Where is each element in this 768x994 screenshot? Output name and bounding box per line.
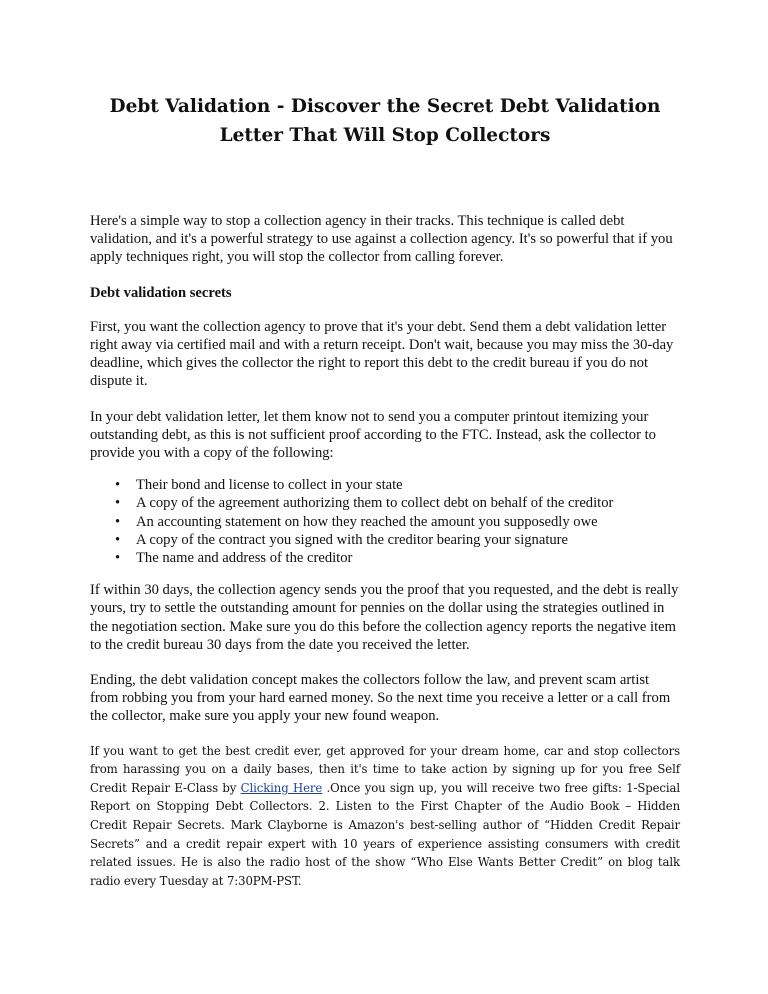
- list-item-text: An accounting statement on how they reached the amount you supposedly owe: [136, 513, 598, 530]
- clicking-here-link[interactable]: Clicking Here: [240, 780, 323, 795]
- list-item-text: A copy of the agreement authorizing them to collect debt on behalf of the creditor: [136, 495, 614, 512]
- promo-paragraph: [90, 742, 680, 891]
- list-item: [115, 531, 680, 549]
- section-heading: Debt validation secrets: [90, 284, 232, 301]
- requirements-list: [90, 476, 680, 567]
- list-item: [115, 494, 680, 512]
- promo-text-end: .Once you sign up, you will receive two free gifts: 1-Special Report on Stopping Debt Collectors. 2. Listen to the First Chapter of the Audio Book – Hidden Credit Repair Secrets. Mark Clayborne is Amazon's best-selling author of “Hidden Credit Repair Secrets” and a credit repair expert with 10 years of experience assisting consumers with credit related issues. He is also the radio host of the show “Who Else Wants Better Credit” on blog talk radio every Tuesday at 7:30PM-PST.: [90, 780, 681, 888]
- title-line-1: Debt Validation - Discover the Secret Debt Validation: [109, 96, 661, 117]
- bullet-icon: •: [115, 513, 121, 530]
- list-item: [115, 476, 680, 494]
- bullet-icon: •: [115, 550, 121, 567]
- intro-paragraph: Here's a simple way to stop a collection agency in their tracks. This technique is called debt validation, and it's a powerful strategy to use against a collection agency. It's so powerful that if you apply techniques right, you will stop the collector from calling forever.: [90, 213, 673, 266]
- document-title: [90, 92, 680, 150]
- list-item-text: A copy of the contract you signed with the creditor bearing your signature: [136, 531, 569, 548]
- bullet-icon: •: [115, 531, 121, 548]
- list-item-text: The name and address of the creditor: [136, 550, 353, 567]
- bullet-icon: •: [115, 495, 121, 512]
- list-item-text: Their bond and license to collect in your state: [136, 477, 403, 494]
- promo-text-start: If you want to get the best credit ever, get approved for your dream home, car and stop collectors from harassing you on a daily bases, then it's time to take action by signing up for you free Self Credit Repair E-Class by: [90, 743, 680, 795]
- title-line-2: Letter That Will Stop Collectors: [219, 125, 551, 146]
- ending-paragraph: Ending, the debt validation concept makes the collectors follow the law, and prevent scam artist from robbing you from your hard earned money. So the next time you receive a letter or a call from the collector, make sure you apply your new found weapon.: [90, 672, 671, 725]
- first-paragraph: First, you want the collection agency to prove that it's your debt. Send them a debt validation letter right away via certified mail and with a return receipt. Don't wait, because you may miss the 30-day deadline, which gives the collector the right to report this debt to the credit bureau if you do not dispute it.: [90, 318, 674, 390]
- bullet-icon: •: [115, 477, 121, 494]
- list-item: [115, 549, 680, 567]
- list-item: [115, 513, 680, 531]
- within-30-days-paragraph: If within 30 days, the collection agency sends you the proof that you requested, and the debt is really yours, try to settle the outstanding amount for pennies on the dollar using the strategies outlined in the negotiation section. Make sure you do this before the collection agency reports the negative item to the credit bureau 30 days from the date you received the letter.: [90, 582, 679, 653]
- letter-paragraph: In your debt validation letter, let them know not to send you a computer printout itemizing your outstanding debt, as this is not sufficient proof according to the FTC. Instead, ask the collector to provide you with a copy of the following:: [90, 408, 656, 462]
